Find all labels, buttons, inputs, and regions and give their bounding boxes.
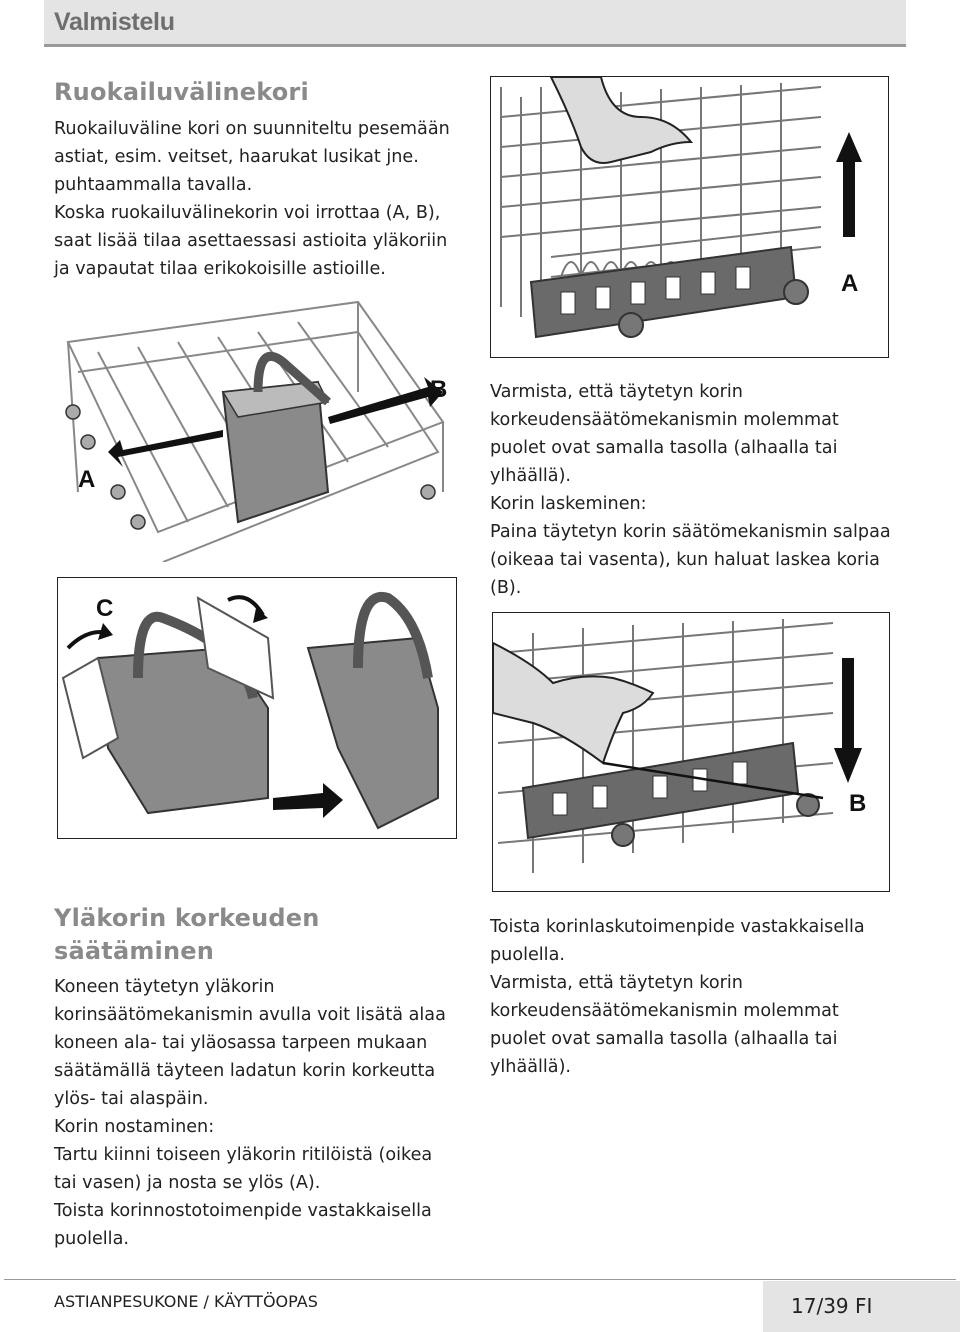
page-number xyxy=(791,1294,872,1318)
section2-text xyxy=(54,973,454,1253)
paragraph: Koneen täytetyn yläkorin korinsäätömekanismin avulla voit lisätä alaa koneen ala- tai yläosassa tarpeen mukaan säätämällä täyteen ladatun korin korkeutta ylös- tai alaspäin. xyxy=(54,977,446,1109)
paragraph: Paina täytetyn korin säätömekanismin salpaa (oikeaa tai vasenta), kun haluat laskea koria (B). xyxy=(490,522,891,598)
paragraph: Korin nostaminen: xyxy=(54,1117,215,1137)
right-bottom-text xyxy=(490,913,895,1081)
paragraph: Varmista, että täytetyn korin korkeudensäätömekanismin molemmat puolet ovat samalla tasolla (alhaalla tai ylhäällä). xyxy=(490,973,839,1077)
page-number-value: 17/39 xyxy=(791,1294,849,1318)
page-title: Valmistelu xyxy=(54,8,175,36)
paragraph: Toista korinnostotoimenpide vastakkaisella puolella. xyxy=(54,1201,432,1249)
paragraph: Varmista, että täytetyn korin korkeudensäätömekanismin molemmat puolet ovat samalla tasolla (alhaalla tai ylhäällä). xyxy=(490,382,839,486)
right-top-text xyxy=(490,378,900,602)
section-heading-height-adjust xyxy=(54,902,320,968)
paragraph: Ruokailuväline kori on suunniteltu pesemään astiat, esim. veitset, haarukat lusikat jne. puhtaammalla tavalla. xyxy=(54,119,450,195)
label-a: A xyxy=(78,466,96,493)
section-heading-cutlery-basket: Ruokailuvälinekori xyxy=(54,78,309,106)
figure-remove-basket xyxy=(58,292,454,562)
figure-fold-grids xyxy=(57,577,457,839)
paragraph: Toista korinlaskutoimenpide vastakkaisella puolella. xyxy=(490,917,865,965)
label-b: B xyxy=(849,790,867,817)
heading-line: säätäminen xyxy=(54,937,215,965)
label-b: B xyxy=(430,376,448,403)
footer-manual-title: ASTIANPESUKONE / KÄYTTÖOPAS xyxy=(54,1292,318,1311)
heading-line: Yläkorin korkeuden xyxy=(54,904,320,932)
page-header xyxy=(44,0,906,47)
section1-text xyxy=(54,115,454,283)
paragraph: Korin laskeminen: xyxy=(490,494,647,514)
footer-page-box xyxy=(763,1281,960,1332)
footer-divider xyxy=(4,1279,956,1280)
label-a: A xyxy=(841,270,859,297)
paragraph: Tartu kiinni toiseen yläkorin ritilöistä (oikea tai vasen) ja nosta se ylös (A). xyxy=(54,1145,433,1193)
figure-lift-basket xyxy=(490,76,889,358)
paragraph: Koska ruokailuvälinekorin voi irrottaa (A, B), saat lisää tilaa asettaessasi astioita yläkoriin ja vapautat tilaa erikokoisille astioille. xyxy=(54,203,448,279)
label-c: C xyxy=(96,595,114,622)
figure-lower-basket xyxy=(492,612,890,892)
language-code: FI xyxy=(855,1294,873,1318)
